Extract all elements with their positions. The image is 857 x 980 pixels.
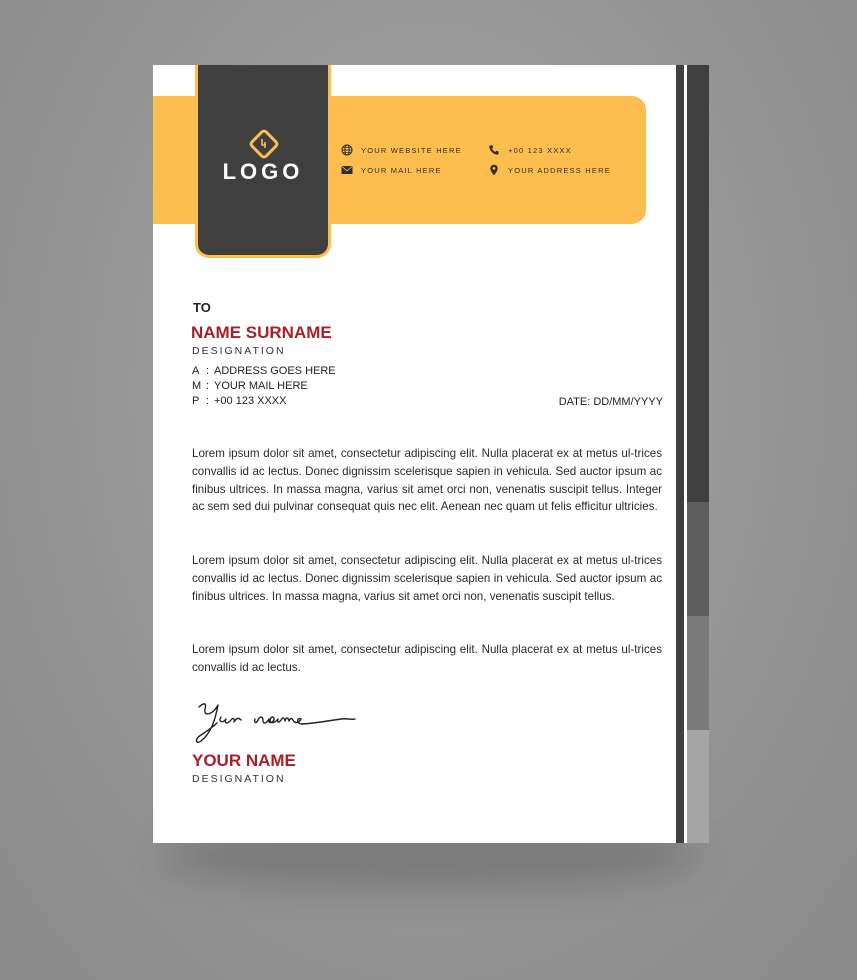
phone-key: P xyxy=(192,395,200,407)
contact-address-text: YOUR ADDRESS HERE xyxy=(508,165,611,175)
stripe-thick xyxy=(687,65,709,843)
phone-sep: : xyxy=(206,395,210,407)
letterhead-page xyxy=(153,65,709,843)
contact-website xyxy=(341,144,462,156)
address-sep: : xyxy=(206,365,210,377)
contact-mail-text: YOUR MAIL HERE xyxy=(361,165,442,175)
body-paragraph-2: Lorem ipsum dolor sit amet, consectetur adipiscing elit. Nulla placerat ex at metus ul-trices convallis id ac lectus. Donec dignissim scelerisque sapien in vehicula. Sed auctor ipsum ac finibus ultrices. In massa magna, varius sit amet orci non, venenatis suscipit tellus. xyxy=(192,554,662,603)
stripe-segment-lightest xyxy=(687,730,709,843)
stripe-thin xyxy=(676,65,684,843)
contact-phone xyxy=(488,144,572,156)
stripe-thin-fill xyxy=(676,65,684,843)
recipient-address-row xyxy=(192,365,336,377)
mail-icon xyxy=(341,164,353,176)
logo-tab xyxy=(195,65,331,258)
mail-value: YOUR MAIL HERE xyxy=(214,380,308,392)
globe-icon xyxy=(341,144,353,156)
contact-phone-text: +00 123 XXXX xyxy=(508,145,572,155)
phone-value: +00 123 XXXX xyxy=(214,395,287,407)
address-value: ADDRESS GOES HERE xyxy=(214,365,336,377)
handwritten-signature xyxy=(191,693,361,749)
recipient-name: NAME SURNAME xyxy=(191,323,332,342)
stripe-segment-mid xyxy=(687,502,709,616)
body-paragraph-3: Lorem ipsum dolor sit amet, consectetur adipiscing elit. Nulla placerat ex at metus ul-trices convallis id ac lectus. xyxy=(192,643,662,674)
contact-mail xyxy=(341,164,442,176)
letter-date: DATE: DD/MM/YYYY xyxy=(558,396,663,408)
body-paragraph-1: Lorem ipsum dolor sit amet, consectetur adipiscing elit. Nulla placerat ex at metus ul-trices convallis id ac lectus. Donec dignissim scelerisque sapien in vehicula. Sed auctor ipsum ac finibus ultrices. In massa magna, varius sit amet orci non, venenatis suscipit tellus. Integer ac sem sed dui pulvinar consequat quis nec elit. Aenean nec quam ut felis efficitur ultricies. xyxy=(192,447,662,514)
stripe-segment-dark xyxy=(687,65,709,502)
recipient-mail-row xyxy=(192,380,308,392)
contact-website-text: YOUR WEBSITE HERE xyxy=(361,145,462,155)
address-key: A xyxy=(192,365,200,377)
recipient-designation: DESIGNATION xyxy=(192,345,286,357)
logo-text: LOGO xyxy=(222,159,304,184)
signer-name: YOUR NAME xyxy=(192,751,296,770)
signer-designation: DESIGNATION xyxy=(192,773,286,785)
diamond-logo-icon xyxy=(247,127,281,161)
stripe-segment-light xyxy=(687,616,709,730)
contact-address xyxy=(488,164,611,176)
recipient-phone-row xyxy=(192,395,286,407)
phone-icon xyxy=(488,144,500,156)
mail-sep: : xyxy=(206,380,210,392)
location-pin-icon xyxy=(488,164,500,176)
mail-key: M xyxy=(192,380,202,392)
to-label: TO xyxy=(193,300,211,315)
